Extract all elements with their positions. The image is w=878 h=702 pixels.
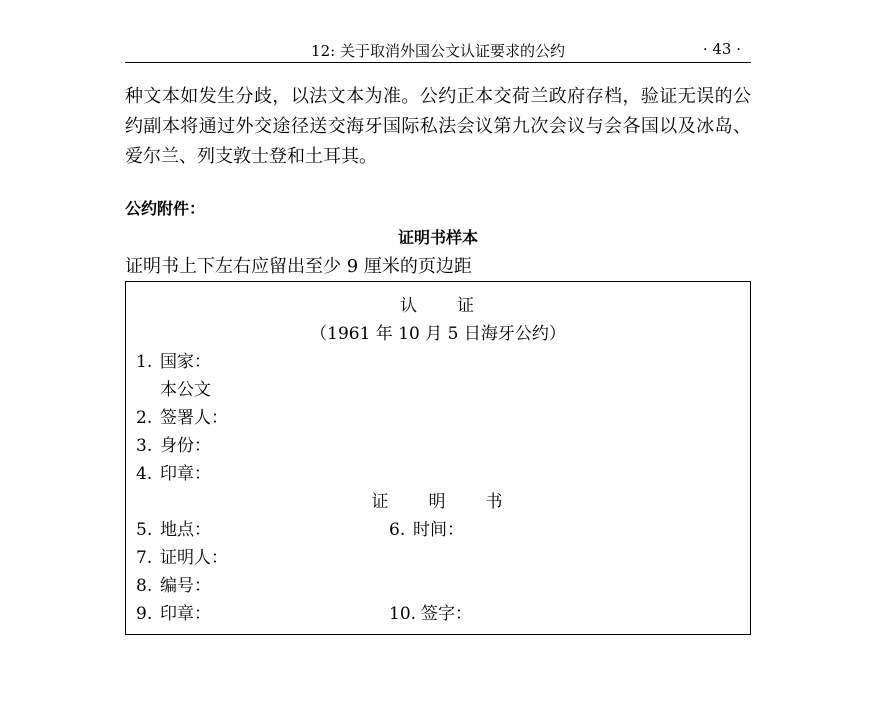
header-title: 12: 关于取消外国公文认证要求的公约 (311, 42, 565, 60)
item-number: 7. (136, 548, 153, 568)
item-label: 国家： (160, 352, 211, 372)
annex-label: 公约附件： (125, 199, 206, 218)
form-item-number (136, 571, 211, 596)
item-number: 1. (136, 352, 153, 372)
form-item-document (136, 375, 211, 400)
form-item-signatory (136, 403, 228, 428)
item-label: 签字： (421, 604, 472, 624)
margin-note: 证明书上下左右应留出至少 9 厘米的页边距 (125, 256, 472, 277)
form-item-date (389, 515, 464, 540)
form-item-signature (389, 599, 472, 624)
form-item-certifier (136, 543, 228, 568)
page-number: · 43 · (702, 40, 741, 58)
item-number: 3. (136, 436, 153, 456)
certificate-heading: 证 明 书 (371, 492, 505, 512)
item-label: 签署人： (160, 408, 228, 428)
form-subheading: （1961 年 10 月 5 日海牙公约） (310, 324, 566, 344)
item-label: 印章： (160, 604, 211, 624)
item-number: 2. (136, 408, 153, 428)
form-item-seal (136, 459, 211, 484)
form-heading: 认 证 (400, 296, 476, 316)
item-label: 地点： (160, 520, 211, 540)
item-number: 9. (136, 604, 153, 624)
item-label: 本公文 (160, 380, 211, 400)
running-header (125, 36, 751, 63)
form-item-capacity (136, 431, 211, 456)
item-label: 编号： (160, 576, 211, 596)
item-number: 6. (389, 520, 406, 540)
item-number: 5. (136, 520, 153, 540)
form-item-country (136, 347, 211, 372)
sample-title: 证明书样本 (397, 228, 478, 247)
item-label: 印章： (160, 464, 211, 484)
certificate-form (125, 281, 751, 635)
body-paragraph: 种文本如发生分歧，以法文本为准。公约正本交荷兰政府存档，验证无误的公约副本将通过外交途径送交海牙国际私法会议第九次会议与会各国以及冰岛、爱尔兰、列支敦士登和土耳其。 (125, 86, 751, 167)
item-label: 证明人： (160, 548, 228, 568)
item-label: 身份： (160, 436, 211, 456)
item-number: 10. (389, 604, 417, 624)
item-label: 时间： (413, 520, 464, 540)
item-number: 4. (136, 464, 153, 484)
form-item-stamp (136, 599, 211, 624)
form-item-place (136, 515, 211, 540)
item-number: 8. (136, 576, 153, 596)
